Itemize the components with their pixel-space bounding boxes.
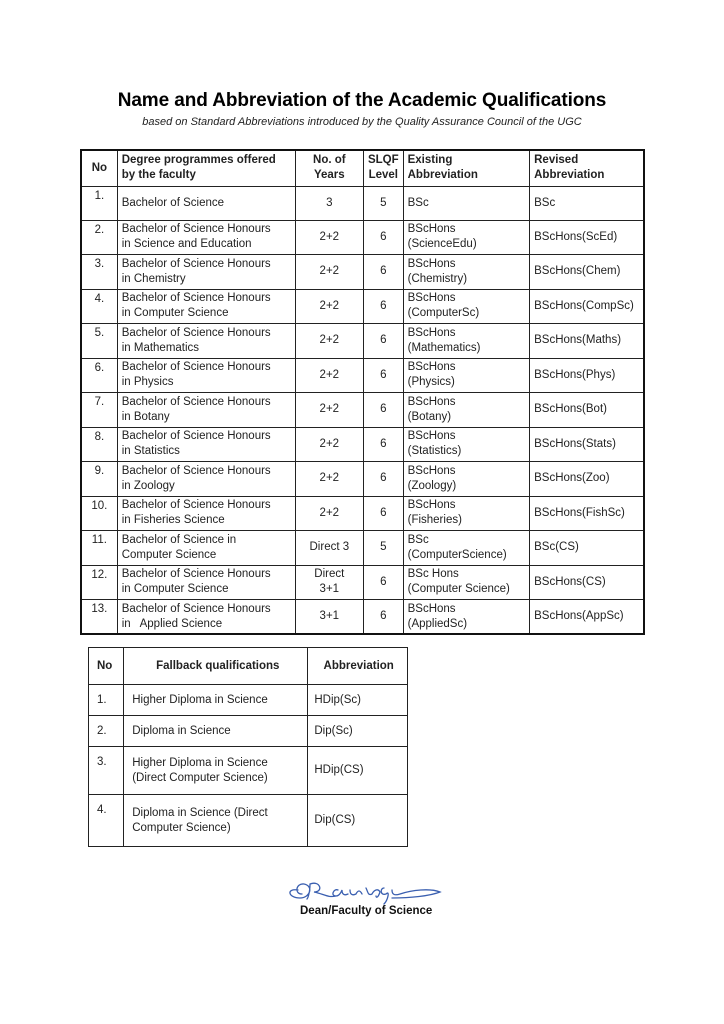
fallback-row [89,795,408,847]
revised-abbreviation: BScHons(CS) [530,565,644,600]
table-row [81,600,644,635]
revised-abbreviation: BScHons(FishSc) [530,496,644,531]
slqf-level: 6 [363,220,403,255]
row-number: 7. [81,393,117,428]
revised-abbreviation: BScHons(Stats) [530,427,644,462]
years: Direct 3 [295,531,363,566]
page-title: Name and Abbreviation of the Academic Qualifications [117,90,607,111]
row-number: 2. [81,220,117,255]
fallback-header-qualification: Fallback qualifications [124,648,308,685]
slqf-level: 6 [363,393,403,428]
years: 2+2 [295,462,363,497]
header-no: No [81,150,117,186]
fallback-abbreviation: HDip(CS) [308,747,408,795]
fallback-abbreviation: Dip(CS) [308,795,408,847]
fallback-qualifications-table [88,647,408,847]
fallback-row [89,747,408,795]
years: 2+2 [295,324,363,359]
slqf-level: 6 [363,324,403,359]
existing-abbreviation: BSc (ComputerScience) [403,531,530,566]
fallback-abbreviation: Dip(Sc) [308,716,408,747]
slqf-level: 5 [363,531,403,566]
degree-programme: Bachelor of Science Honours in Fisheries Science [117,496,295,531]
table-row [81,289,644,324]
revised-abbreviation: BScHons(Phys) [530,358,644,393]
fallback-row-number: 1. [89,685,124,716]
table-row [81,358,644,393]
revised-abbreviation: BScHons(Chem) [530,255,644,290]
existing-abbreviation: BScHons (Physics) [403,358,530,393]
degree-programme: Bachelor of Science Honours in Physics [117,358,295,393]
degree-programme: Bachelor of Science Honours in Computer Science [117,289,295,324]
years: 2+2 [295,358,363,393]
slqf-level: 6 [363,565,403,600]
slqf-level: 6 [363,600,403,635]
existing-abbreviation: BScHons (AppliedSc) [403,600,530,635]
years: 2+2 [295,427,363,462]
slqf-level: 5 [363,186,403,220]
revised-abbreviation: BSc [530,186,644,220]
fallback-row [89,716,408,747]
degree-programme: Bachelor of Science Honours in Zoology [117,462,295,497]
row-number: 4. [81,289,117,324]
fallback-qualification: Diploma in Science [124,716,308,747]
slqf-level: 6 [363,255,403,290]
fallback-header-abbreviation: Abbreviation [308,648,408,685]
years: 3+1 [295,600,363,635]
table-row [81,324,644,359]
slqf-level: 6 [363,496,403,531]
table-row [81,565,644,600]
row-number: 9. [81,462,117,497]
degree-programme: Bachelor of Science Honours in Statistics [117,427,295,462]
dean-signature [280,868,450,908]
years: 2+2 [295,220,363,255]
existing-abbreviation: BScHons (ComputerSc) [403,289,530,324]
revised-abbreviation: BScHons(Zoo) [530,462,644,497]
degree-programme: Bachelor of Science Honours in Science and Education [117,220,295,255]
revised-abbreviation: BScHons(AppSc) [530,600,644,635]
fallback-header-row [89,648,408,685]
table-row [81,462,644,497]
slqf-level: 6 [363,462,403,497]
header-years: No. of Years [295,150,363,186]
revised-abbreviation: BScHons(ScEd) [530,220,644,255]
existing-abbreviation: BScHons (Mathematics) [403,324,530,359]
existing-abbreviation: BSc Hons (Computer Science) [403,565,530,600]
table-row [81,531,644,566]
header-degree: Degree programmes offered by the faculty [117,150,295,186]
existing-abbreviation: BScHons (Statistics) [403,427,530,462]
years: 2+2 [295,496,363,531]
table-row [81,427,644,462]
row-number: 8. [81,427,117,462]
table-row [81,393,644,428]
fallback-qualification: Higher Diploma in Science (Direct Computer Science) [124,747,308,795]
fallback-qualification: Higher Diploma in Science [124,685,308,716]
existing-abbreviation: BScHons (ScienceEdu) [403,220,530,255]
row-number: 10. [81,496,117,531]
revised-abbreviation: BScHons(CompSc) [530,289,644,324]
fallback-qualification: Diploma in Science (Direct Computer Science) [124,795,308,847]
slqf-level: 6 [363,427,403,462]
revised-abbreviation: BScHons(Maths) [530,324,644,359]
signatory-label: Dean/Faculty of Science [300,905,433,917]
existing-abbreviation: BScHons (Botany) [403,393,530,428]
existing-abbreviation: BScHons (Fisheries) [403,496,530,531]
degree-programme: Bachelor of Science Honours in Botany [117,393,295,428]
slqf-level: 6 [363,289,403,324]
years: Direct 3+1 [295,565,363,600]
header-existing-abbreviation: Existing Abbreviation [403,150,530,186]
revised-abbreviation: BScHons(Bot) [530,393,644,428]
degree-programme: Bachelor of Science in Computer Science [117,531,295,566]
row-number: 13. [81,600,117,635]
years: 2+2 [295,393,363,428]
degree-programme: Bachelor of Science Honours in Computer Science [117,565,295,600]
table-header-row [81,150,644,186]
header-revised-abbreviation: Revised Abbreviation [530,150,644,186]
fallback-row-number: 2. [89,716,124,747]
fallback-abbreviation: HDip(Sc) [308,685,408,716]
table-row [81,255,644,290]
degree-programme: Bachelor of Science Honours in Mathematics [117,324,295,359]
table-row [81,186,644,220]
row-number: 1. [81,186,117,220]
table-row [81,496,644,531]
qualifications-table [80,149,645,635]
page-subtitle: based on Standard Abbreviations introduced by the Quality Assurance Council of the UGC [142,116,582,128]
revised-abbreviation: BSc(CS) [530,531,644,566]
degree-programme: Bachelor of Science Honours in Chemistry [117,255,295,290]
row-number: 11. [81,531,117,566]
degree-programme: Bachelor of Science [117,186,295,220]
existing-abbreviation: BScHons (Zoology) [403,462,530,497]
slqf-level: 6 [363,358,403,393]
header-slqf-level: SLQF Level [363,150,403,186]
years: 3 [295,186,363,220]
row-number: 6. [81,358,117,393]
years: 2+2 [295,255,363,290]
years: 2+2 [295,289,363,324]
existing-abbreviation: BScHons (Chemistry) [403,255,530,290]
row-number: 12. [81,565,117,600]
fallback-row-number: 4. [89,795,124,847]
fallback-row [89,685,408,716]
row-number: 3. [81,255,117,290]
row-number: 5. [81,324,117,359]
degree-programme: Bachelor of Science Honours in Applied Science [117,600,295,635]
table-row [81,220,644,255]
existing-abbreviation: BSc [403,186,530,220]
fallback-row-number: 3. [89,747,124,795]
fallback-header-no: No [89,648,124,685]
